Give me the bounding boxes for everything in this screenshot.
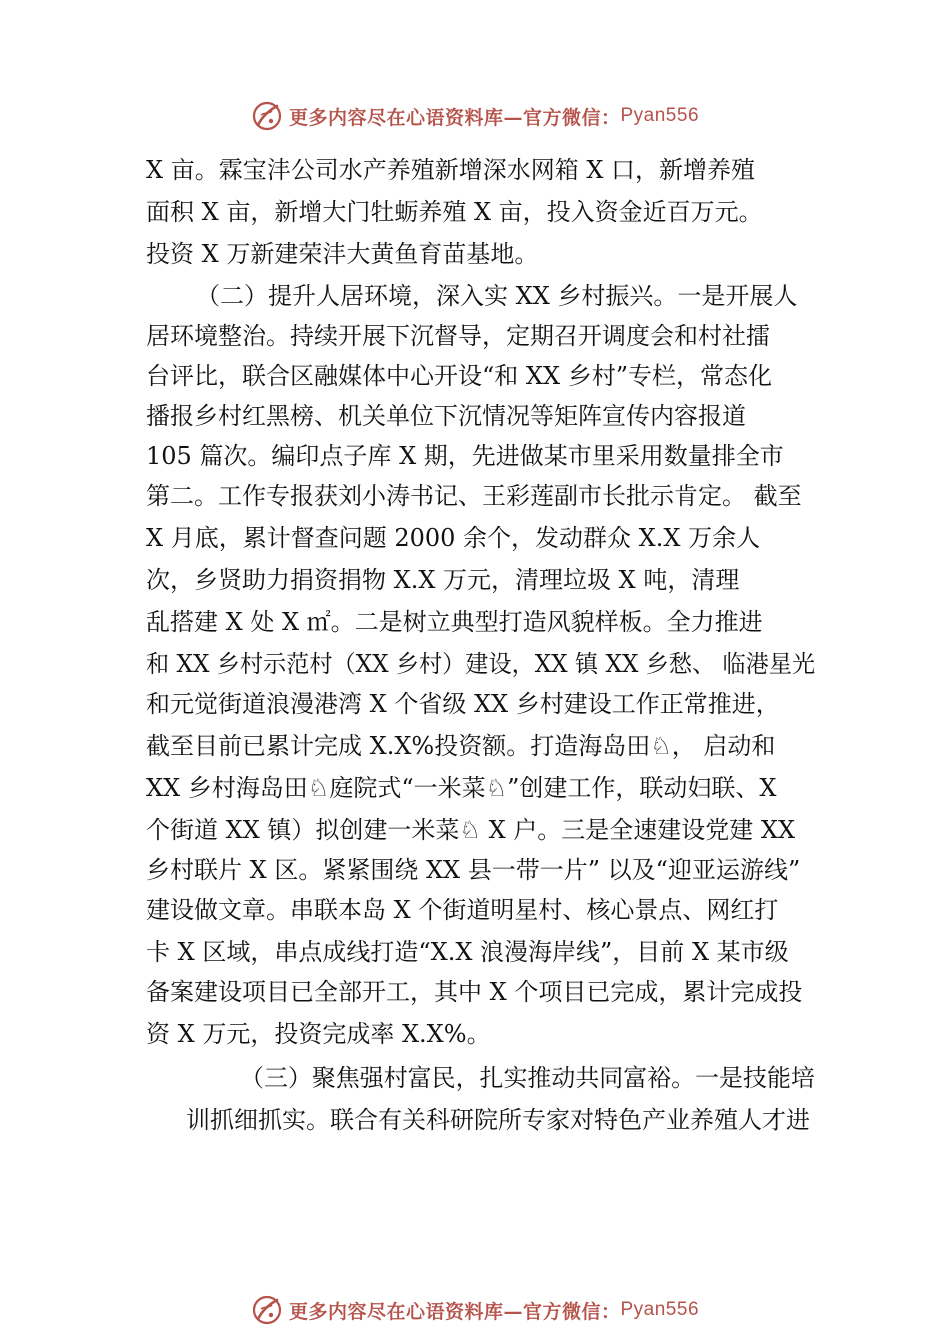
watermark-text: 更多内容尽在心语资料库—官方微信： (288, 1300, 621, 1323)
text-line: 和 XX 乡村示范村（XX 乡村）建设，XX 镇 XX 乡愁、 临港星光 (146, 650, 816, 678)
watermark-header (0, 96, 950, 136)
text-line: 训抓细抓实。联合有关科研院所专家对特色产业养殖人才进 (186, 1106, 810, 1134)
text-line: 乡村联片 X 区。紧紧围绕 XX 县一带一片” 以及“迎亚运游线” (146, 856, 801, 884)
text-line: 乱搭建 X 处 X ㎡。二是树立典型打造风貌样板。全力推进 (146, 608, 763, 636)
text-line: X 月底，累计督查问题 2000 余个，发动群众 X.X 万余人 (146, 524, 761, 552)
text-line: 和元觉街道浪漫港湾 X 个省级 XX 乡村建设工作正常推进， (146, 690, 780, 718)
text-line: XX 乡村海岛田♘庭院式“一米菜♘”创建工作，联动妇联、X (146, 774, 777, 802)
watermark-footer (0, 1290, 950, 1330)
text-line: 105 篇次。编印点子库 X 期，先进做某市里采用数量排全市 (146, 442, 784, 470)
text-line: 第二。工作专报获刘小涛书记、王彩莲副市长批示肯定。 截至 (146, 482, 802, 510)
text-line: 备案建设项目已全部开工，其中 X 个项目已完成，累计完成投 (146, 978, 803, 1006)
text-line: X 亩。霖宝沣公司水产养殖新增深水网箱 X 口，新增养殖 (146, 156, 756, 184)
watermark-text: 更多内容尽在心语资料库—官方微信： (288, 106, 621, 129)
text-line: 卡 X 区域，串点成线打造“X.X 浪漫海岸线”，目前 X 某市级 (146, 938, 789, 966)
text-line: 居环境整治。持续开展下沉督导，定期召开调度会和村社擂 (146, 322, 770, 350)
text-line: 次，乡贤助力捐资捐物 X.X 万元，清理垃圾 X 吨，清理 (146, 566, 740, 594)
text-line: （二）提升人居环境，深入实 XX 乡村振兴。一是开展人 (196, 282, 798, 310)
seal-logo-icon (251, 1294, 283, 1326)
watermark-wechat-id: Pyan556 (620, 105, 700, 126)
text-line: 台评比，联合区融媒体中心开设“和 XX 乡村”专栏，常态化 (146, 362, 772, 390)
text-line: 播报乡村红黑榜、机关单位下沉情况等矩阵宣传内容报道 (146, 402, 746, 430)
text-line: 面积 X 亩，新增大门牡蛎养殖 X 亩，投入资金近百万元。 (146, 198, 763, 226)
watermark-wechat-id: Pyan556 (620, 1299, 700, 1320)
text-line: （三）聚焦强村富民，扎实推动共同富裕。一是技能培 (240, 1064, 815, 1092)
text-line: 投资 X 万新建荣沣大黄鱼育苗基地。 (146, 240, 539, 268)
text-line: 个街道 XX 镇）拟创建一米菜♘ X 户。三是全速建设党建 XX (146, 816, 796, 844)
text-line: 建设做文章。串联本岛 X 个街道明星村、核心景点、网红打 (146, 896, 779, 924)
text-line: 截至目前已累计完成 X.X%投资额。打造海岛田♘， 启动和 (146, 732, 776, 760)
seal-logo-icon (251, 100, 283, 132)
text-line: 资 X 万元，投资完成率 X.X%。 (146, 1020, 491, 1048)
